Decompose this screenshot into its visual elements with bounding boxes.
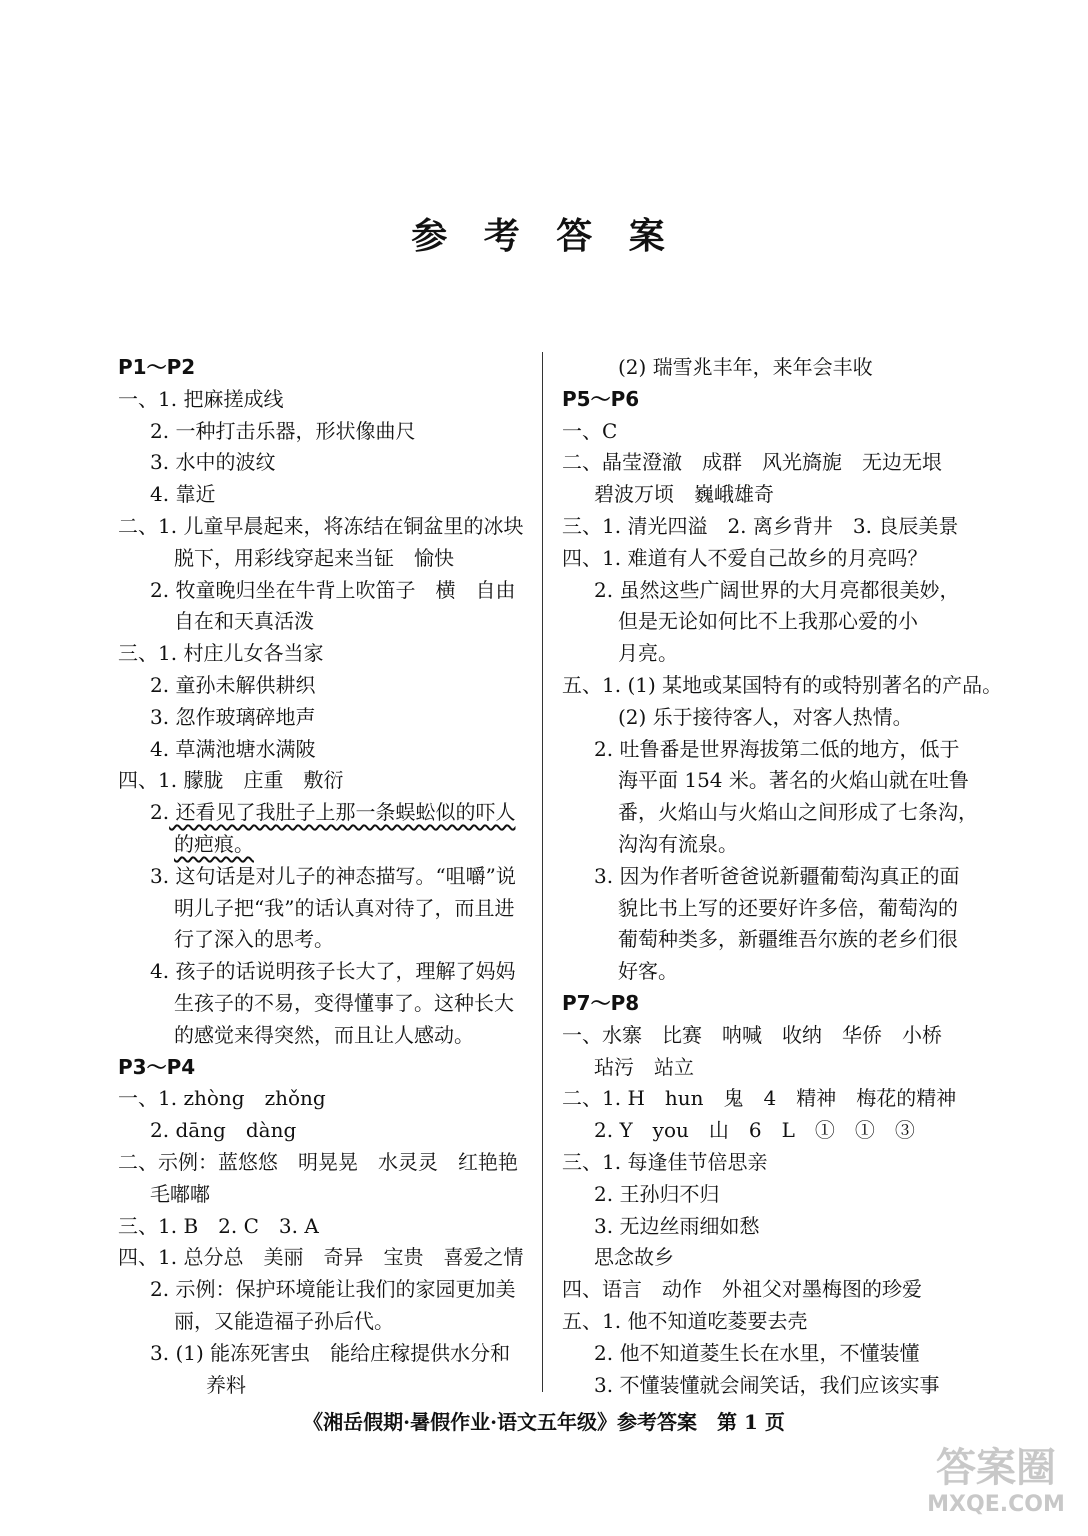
answer-line: 玷污 站立 [594, 1054, 694, 1079]
answer-line: 一、1. zhòng zhǒng [118, 1086, 326, 1111]
answer-line [118, 829, 533, 861]
answer-line: 三、1. 村庄儿女各当家 [118, 641, 324, 666]
answer-line: 月亮。 [618, 641, 678, 666]
answer-line: 3. 无边丝雨细如愁 [594, 1213, 760, 1238]
answer-line: 脱下，用彩线穿起来当钲 愉快 [174, 545, 454, 570]
answer-line: 3. 因为作者听爸爸说新疆葡萄沟真正的面 [594, 863, 960, 888]
answer-line: 五、1. (1) 某地或某国特有的或特别著名的产品。 [562, 672, 1003, 697]
section-heading: P3～P4 [118, 1054, 196, 1079]
left-column [118, 352, 533, 1401]
answer-line: 2. 吐鲁番是世界海拔第二低的地方，低于 [594, 736, 960, 761]
answer-line: 2. 牧童晚归坐在牛背上吹笛子 横 自由 [150, 577, 516, 602]
answer-line: 2. 一种打击乐器，形状像曲尺 [150, 418, 416, 443]
answer-line: 三、1. B 2. C 3. A [118, 1213, 319, 1238]
answer-line: 番，火焰山与火焰山之间形成了七条沟， [618, 800, 978, 825]
answer-line: 4. 孩子的话说明孩子长大了，理解了妈妈 [150, 959, 516, 984]
answer-line: 2. dāng dàng [150, 1118, 297, 1143]
answer-line: 一、1. 把麻搓成线 [118, 386, 284, 411]
answer-line: 二、1. 儿童早晨起来，将冻结在铜盆里的冰块 [118, 513, 524, 538]
answer-line: 好客。 [618, 959, 678, 984]
answer-line: 自在和天真活泼 [174, 609, 314, 634]
answer-line: 4. 靠近 [150, 482, 216, 507]
answer-line: (2) 乐于接待客人，对客人热情。 [618, 704, 913, 729]
answer-line: 2. 童孙未解供耕织 [150, 672, 316, 697]
answer-line: 一、C [562, 418, 618, 443]
answer-line: 2. 虽然这些广阔世界的大月亮都很美妙， [594, 577, 960, 602]
answer-line: 行了深入的思考。 [174, 927, 334, 952]
answer-line: 毛嘟嘟 [150, 1181, 210, 1206]
section-heading: P5～P6 [562, 386, 640, 411]
answer-line: 思念故乡 [594, 1245, 674, 1270]
page-footer: 《湘岳假期·暑假作业·语文五年级》参考答案 第 1 页 [303, 1410, 785, 1434]
answer-line: 但是无论如何比不上我那心爱的小 [618, 609, 918, 634]
answer-line: 3. 不懂装懂就会闹笑话，我们应该实事 [594, 1372, 940, 1397]
watermark-logo-text: 答案圈 [936, 1445, 1056, 1491]
answer-line: 3. 水中的波纹 [150, 450, 276, 475]
answer-line: 沟沟有流泉。 [618, 831, 738, 856]
answer-line: 的感觉来得突然，而且让人感动。 [174, 1022, 474, 1047]
column-divider [542, 352, 543, 1392]
answer-line [118, 797, 533, 829]
answer-line: 貌比书上写的还要好许多倍，葡萄沟的 [618, 895, 958, 920]
answer-line: 五、1. 他不知道吃菱要去壳 [562, 1308, 808, 1333]
answer-line: 4. 草满池塘水满陂 [150, 736, 316, 761]
watermark-logo [916, 1436, 1076, 1528]
answer-line: 碧波万顷 巍峨雄奇 [594, 482, 774, 507]
answer-line: 3. 这句话是对儿子的神态描写。“咀嚼”说 [150, 863, 516, 888]
answer-line: 明儿子把“我”的话认真对待了，而且进 [174, 895, 515, 920]
answer-line: 2. Y you 山 6 L ① ① ③ [594, 1118, 915, 1143]
answer-line: 3. 忽作玻璃碎地声 [150, 704, 316, 729]
wavy-underlined-text: 的疤痕。 [174, 831, 254, 856]
answer-line: 海平面 154 米。著名的火焰山就在吐鲁 [618, 768, 969, 793]
answer-line: 养料 [206, 1372, 246, 1397]
answer-line: 四、1. 总分总 美丽 奇异 宝贵 喜爱之情 [118, 1245, 524, 1270]
answer-line: 2. 示例：保护环境能让我们的家园更加美 [150, 1277, 516, 1302]
answer-line: 三、1. 每逢佳节倍思亲 [562, 1149, 768, 1174]
answer-line: 四、语言 动作 外祖父对墨梅图的珍爱 [562, 1277, 922, 1302]
answer-line: 二、晶莹澄澈 成群 风光旖旎 无边无垠 [562, 450, 942, 475]
answer-line: 丽，又能造福子孙后代。 [174, 1308, 394, 1333]
wavy-underlined-text: 还看见了我肚子上那一条蜈蚣似的吓人 [169, 800, 516, 825]
answer-line: 2. 他不知道菱生长在水里，不懂装懂 [594, 1340, 920, 1365]
answer-line: 2. 王孙归不归 [594, 1181, 720, 1206]
answer-number: 2. [150, 800, 170, 825]
answer-line: 二、1. H hun 鬼 4 精神 梅花的精神 [562, 1086, 957, 1111]
right-column [562, 352, 1003, 1401]
answer-line: 四、1. 朦胧 庄重 敷衍 [118, 768, 344, 793]
section-heading: P1～P2 [118, 355, 196, 379]
answer-line: 3. (1) 能冻死害虫 能给庄稼提供水分和 [150, 1340, 511, 1365]
answer-line: (2) 瑞雪兆丰年，来年会丰收 [618, 355, 873, 379]
answer-line: 四、1. 难道有人不爱自己故乡的月亮吗？ [562, 545, 928, 570]
answer-line: 葡萄种类多，新疆维吾尔族的老乡们很 [618, 927, 958, 952]
answer-line: 三、1. 清光四溢 2. 离乡背井 3. 良辰美景 [562, 513, 959, 538]
answer-line: 二、示例：蓝悠悠 明晃晃 水灵灵 红艳艳 [118, 1149, 518, 1174]
page-title: 参 考 答 案 [411, 216, 677, 257]
watermark-url: MXQE.COM [927, 1492, 1065, 1517]
section-heading: P7～P8 [562, 990, 640, 1015]
answer-line: 生孩子的不易，变得懂事了。这种长大 [174, 990, 514, 1015]
answer-line: 一、水寨 比赛 呐喊 收纳 华侨 小桥 [562, 1022, 942, 1047]
